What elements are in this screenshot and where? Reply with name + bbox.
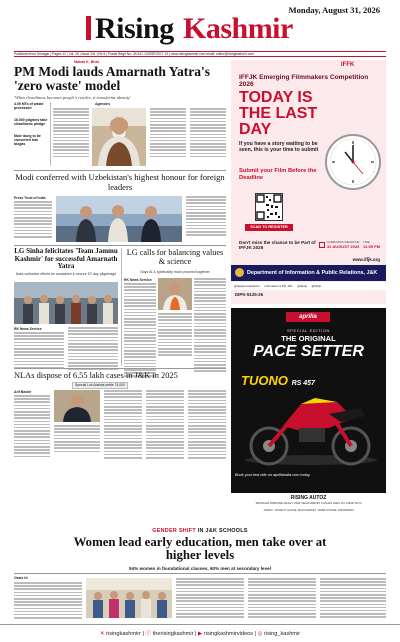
lead-headline: PM Modi lauds Amarnath Yatra's 'zero waste' model bbox=[14, 64, 211, 93]
twitter-icon: ✕ bbox=[99, 631, 105, 637]
story2-body-col2 bbox=[186, 196, 226, 237]
footer-social-3[interactable]: risingkashmirvideos bbox=[203, 631, 253, 637]
story2-body-col1 bbox=[14, 201, 52, 239]
instagram-icon: ◎ bbox=[257, 631, 263, 637]
story2-byline: Press Trust of India bbox=[14, 196, 46, 200]
story5-photo bbox=[54, 390, 100, 422]
lead-fact-3: Mule dung to be converted into biogas bbox=[14, 133, 41, 147]
section-rule bbox=[14, 245, 226, 246]
story6-body-col1 bbox=[14, 582, 82, 620]
social-handle-1[interactable]: @diprjammukashmir bbox=[234, 284, 260, 288]
footer-socials: ✕ risingkashmirr | ⓕ therisingkashmir | ▶ risingkashmirvideos | ◎ rising_kashmir bbox=[99, 631, 301, 637]
lead-body-col3 bbox=[190, 108, 226, 159]
story6-body-col3 bbox=[248, 578, 316, 619]
lead-subhead: 'When cleanliness becomes people's resolve, it transforms identity' bbox=[14, 95, 131, 100]
story6-byline: Ovais Ur bbox=[14, 576, 28, 580]
info-strip bbox=[14, 51, 386, 57]
story4-photo bbox=[158, 278, 192, 310]
divider bbox=[50, 102, 51, 166]
story5-body-col1 bbox=[14, 395, 50, 459]
iffjk-ad[interactable] bbox=[231, 60, 386, 304]
pm-photo-icon bbox=[92, 108, 146, 166]
dealer-box bbox=[231, 493, 386, 519]
lead-body-col2 bbox=[150, 108, 186, 159]
test-ride-text[interactable]: Book your test ride on apriliaindia.com today. bbox=[235, 473, 311, 477]
model-text: TUONO bbox=[241, 373, 288, 388]
lead-photo bbox=[92, 108, 146, 166]
edition-label: SPECIAL EDITION bbox=[286, 328, 331, 333]
lead-fact-1: 4.05 MTs of waste processed bbox=[14, 102, 44, 111]
dealer-name: RISING AUTOZ bbox=[290, 495, 327, 501]
aprilia-brand: aprilia bbox=[286, 312, 330, 322]
lead-body-col1 bbox=[53, 108, 89, 159]
leaders-photo-icon bbox=[56, 196, 182, 242]
iffjk-website[interactable]: www.iffjk.org bbox=[352, 257, 380, 262]
youtube-icon: ▶ bbox=[198, 631, 203, 637]
qr-code-icon bbox=[256, 194, 282, 220]
story3-byline: RK News Service bbox=[14, 327, 42, 331]
section-rule bbox=[14, 170, 226, 171]
iffk-logo: IFFK bbox=[341, 62, 355, 68]
story2-photo bbox=[56, 196, 182, 242]
classroom-photo-icon bbox=[86, 578, 172, 618]
story6-photo bbox=[86, 578, 172, 618]
masthead-logo bbox=[86, 14, 326, 44]
story2-headline: Modi conferred with Uzbekistan's highest honour for foreign leaders bbox=[15, 172, 225, 192]
qr-code[interactable] bbox=[255, 193, 283, 221]
today-line-2: THE LAST bbox=[239, 105, 318, 122]
deadline-box bbox=[319, 240, 381, 254]
story3-body-col1 bbox=[14, 332, 64, 370]
story6-kicker-part1: GENDER SHIFT bbox=[152, 528, 196, 534]
masthead bbox=[0, 0, 400, 48]
issue-date: Monday, August 31, 2026 bbox=[288, 5, 380, 15]
story5-body-col4 bbox=[146, 390, 184, 460]
section-rule bbox=[14, 368, 226, 369]
story6-body-col2 bbox=[176, 578, 244, 619]
deadline-date: 31 AUGUST 2026 bbox=[327, 244, 360, 249]
lead-fact-2: 16,000 pilgrims take cleanliness pledge bbox=[14, 117, 48, 127]
dont-miss: Don't miss the chance to be Part of IFFJK 2026 bbox=[239, 240, 316, 251]
aprilia-ad[interactable] bbox=[231, 308, 386, 519]
clock-icon bbox=[323, 130, 383, 192]
story3-body-col2 bbox=[68, 327, 118, 372]
time-value: 11:59 PM bbox=[363, 244, 381, 249]
social-handle-4[interactable]: @diprjk bbox=[311, 284, 322, 288]
lead-kicker: Mahak K. Bhat bbox=[74, 60, 99, 64]
model-suffix: RS 457 bbox=[291, 380, 315, 387]
story3-headline: LG Sinha felicitates 'Team Jammu Kashmir' for successful Amarnath Yatra bbox=[14, 247, 118, 271]
tagline-2: PACE SETTER bbox=[253, 343, 364, 360]
lg-photo-icon bbox=[158, 278, 192, 310]
social-handle-3[interactable]: @diprjk bbox=[297, 284, 307, 288]
iffjk-cta: Submit your Film Before the Deadline bbox=[239, 168, 317, 181]
today-line-3: DAY bbox=[239, 121, 272, 138]
felicitation-photo-icon bbox=[14, 282, 118, 324]
story4-byline: RK News Service bbox=[124, 278, 152, 282]
tagline-1: THE ORIGINAL bbox=[281, 334, 336, 343]
story3-subhead: Asks collective efforts be sustained & secure 57-day pilgrimage bbox=[15, 272, 117, 276]
lead-facts-box bbox=[14, 102, 48, 166]
story4-headline: LG calls for balancing values & science bbox=[126, 248, 224, 266]
social-strip bbox=[231, 282, 386, 290]
deadline-label: SUBMISSION DEADLINE bbox=[327, 240, 360, 244]
story5-headline: NLAs dispose of 6.55 lakh cases in J&K in 2025 bbox=[14, 371, 178, 380]
emblem-icon bbox=[235, 268, 244, 277]
story5-byline: Arif Bashir bbox=[14, 390, 32, 394]
dept-bar bbox=[231, 265, 386, 281]
lead-byline: Agencies bbox=[95, 102, 111, 106]
iffjk-banner: IFFJK Emerging Filmmakers Competition 2026 bbox=[239, 74, 369, 89]
today-line-1: TODAY IS bbox=[239, 89, 313, 106]
scan-to-register-button[interactable]: SCAN TO REGISTER bbox=[245, 224, 293, 231]
motorcycle-icon bbox=[241, 388, 379, 468]
story4-subhead: Says AI & spirituality must proceed together bbox=[140, 270, 210, 274]
story5-body-col2 bbox=[54, 425, 100, 454]
story5-body-col3 bbox=[104, 390, 142, 460]
logo-text-kashmir: Kashmir bbox=[183, 12, 293, 45]
dealer-address-2: JAMMU : NOVELTY HOUSE, MAIN MARKET, JAMMU PHONE: 01933000000 bbox=[263, 509, 354, 512]
story6-kicker bbox=[14, 528, 386, 534]
info-line: Published from Srinagar | Pages 12 | Vol. 20 | Issue 241 | Rs 5 | Postal Regd No: JK/447-13/SSP/2017-19 | www.risingkashmir.com email: editor@risingkashmir.com bbox=[14, 52, 254, 56]
section-rule bbox=[14, 573, 386, 574]
footer-social-4[interactable]: rising_kashmir bbox=[264, 631, 301, 637]
footer-bar bbox=[0, 624, 400, 642]
footer-social-2[interactable]: therisingkashmir bbox=[152, 631, 194, 637]
social-handle-2[interactable]: Information & PR, J&K bbox=[264, 284, 293, 288]
footer-social-1[interactable]: risingkashmirr bbox=[106, 631, 141, 637]
story3-photo bbox=[14, 282, 118, 324]
story6-kicker-part2: IN J&K SCHOOLS bbox=[197, 528, 248, 534]
story4-body-col2 bbox=[158, 313, 192, 358]
time-label: TIME bbox=[363, 240, 370, 244]
judge-photo-icon bbox=[54, 390, 100, 422]
logo-mark bbox=[86, 16, 91, 40]
facebook-icon: ⓕ bbox=[145, 631, 152, 637]
dealer-address-1: SRINAGAR PAMPORE VALLEY VIEW, NEAR MARKET, KASHAN NADU PH: 01933711170 bbox=[255, 502, 362, 505]
calendar-icon bbox=[319, 242, 325, 248]
divider bbox=[121, 248, 122, 366]
story6-headline: Women lead early education, men take over at higher levels bbox=[73, 535, 327, 563]
iffjk-pitch: If you have a story waiting to be seen, this is your time to submit bbox=[239, 141, 319, 154]
ad-code: DIPK-5125-26 bbox=[235, 292, 264, 297]
story6-subhead: 94% women in foundational classes, 60% men at secondary level bbox=[129, 566, 271, 571]
story4-body-col3 bbox=[194, 278, 226, 374]
logo-text-rising: Rising bbox=[95, 12, 174, 45]
story5-subhead: Special Lok Adalats settle 74,000 bbox=[72, 382, 128, 389]
story6-body-col4 bbox=[320, 578, 386, 619]
story4-body-col1 bbox=[124, 283, 156, 379]
story5-body-col5 bbox=[188, 390, 226, 460]
dept-name: Department of Information & Public Relations, J&K bbox=[247, 270, 378, 276]
